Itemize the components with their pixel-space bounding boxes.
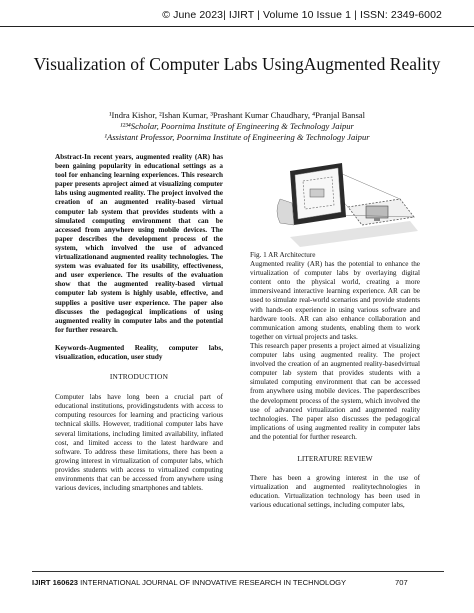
ar-paragraph: Augmented reality (AR) has the potential to enhance the virtualization of computer labs by overlaying digital content onto the physical world, creating a more immersiveand interactive learning experience. AR can be used to simulate real-world scenarios and provide students with hands-on experience in using various software and hardware tools. AR can also enhance collaboration and communication among students, enabling them to work together on virtual projects and tasks.: [250, 260, 420, 341]
footer-divider: [32, 571, 444, 572]
affiliation-scholars: ¹²³⁴Scholar, Poornima Institute of Engineering & Technology Jaipur: [120, 121, 354, 131]
left-column: [55, 153, 223, 501]
abstract: Abstract-In recent years, augmented reality (AR) has been gaining popularity in educational settings as a tool for enhancing learning experiences. This research paper presents aproject aimed at visualizing computer labs using augmented reality. The project involved the creation of an augmented reality-based virtual computer lab system that provides students with a simulated computing environment that can be accessed from anywhere using mobile devices. The paper describes the development process of the system, which involved the use of advanced virtualizationand augmented reality technologies. The system was evaluated for its usability, effectiveness, and user experience. The results of the evaluation show that the augmented reality-based virtual computer lab system is highly usable, effective, and supplies a positive user experience. The paper also discusses the pedagogical implications of using augmented reality in computer labs and the potential for further research.: [55, 153, 223, 334]
ar-architecture-figure: [250, 159, 420, 247]
header-divider: [0, 26, 474, 27]
keywords: Keywords-Augmented Reality, computer labs, visualization, education, user study: [55, 343, 223, 361]
ar-architecture-illustration: [250, 159, 420, 247]
footer-journal-name: INTERNATIONAL JOURNAL OF INNOVATIVE RESEARCH IN TECHNOLOGY: [78, 578, 347, 587]
literature-review-text: There has been a growing interest in the use of virtualization and augmented realitytechnologies in education. Virtualization technology has been used in various educational settings, including computer labs,: [250, 474, 420, 510]
journal-header: © June 2023| IJIRT | Volume 10 Issue 1 | ISSN: 2349-6002: [162, 9, 442, 21]
screen-computer-icon: [310, 189, 324, 197]
footer-journal: [32, 578, 346, 587]
introduction-heading: INTRODUCTION: [109, 372, 169, 382]
author-block: [0, 110, 474, 143]
computer-stand-icon: [374, 218, 380, 221]
introduction-text: Computer labs have long been a crucial part of educational institutions, providingstudents with access to computing resources for learning and practicing various technical skills. However, traditional computer labs have several limitations, including limited availability, inflated cost, and limited access to the latest hardware and software. To address these limitations, there has been a growing interest in virtualization of computer labs, which provides students with access to virtualized computing environments that can be accessed from anywhere using various devices, including smartphones and tablets.: [55, 393, 223, 493]
affiliation-professor: ¹Assistant Professor, Poornima Institute of Engineering & Technology Jaipur: [104, 132, 370, 142]
right-column: [250, 153, 420, 510]
paper-title: Visualization of Computer Labs UsingAugmented Reality: [33, 54, 441, 74]
author-names: ¹Indra Kishor, ²Ishan Kumar, ³Prashant Kumar Chaudhary, ⁴Pranjal Bansal: [108, 110, 365, 120]
figure-caption: Fig. 1 AR Architecture: [250, 251, 316, 259]
projection-line: [340, 173, 400, 199]
page-number: 707: [395, 578, 408, 587]
footer-code: IJIRT 160623: [32, 578, 79, 587]
literature-review-heading: LITERATURE REVIEW: [297, 453, 373, 463]
floor-shape: [290, 221, 418, 247]
hand-icon: [277, 199, 294, 225]
project-paragraph: This research paper presents a project aimed at visualizing computer labs using augmented reality. The project involved the creation of an augmented reality-basedvirtual computer lab system that provides students with a simulated computing environment that can be accessed from anywhere using mobile devices. The paperdescribes the development process of the system, which involved the use of advanced virtualization and augmented reality technologies. The paper also discusses the pedagogical implications of using augmented reality in computer labs and the potential for further research.: [250, 341, 420, 441]
